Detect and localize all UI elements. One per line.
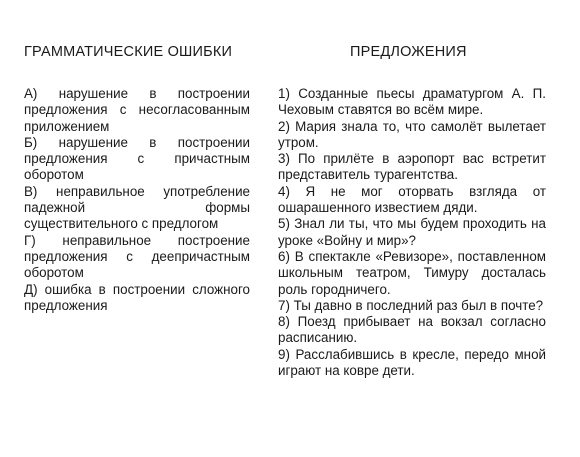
sentence-item-6: 6) В спектакле «Ревизоре», поставленном школьным театром, Тимуру досталась роль городничего. xyxy=(278,248,546,297)
error-item-g: Г) неправильное построение предложения с деепричастным оборотом xyxy=(24,232,250,281)
sentence-item-5: 5) Знал ли ты, что мы будем проходить на уроке «Войну и мир»? xyxy=(278,216,546,248)
error-item-d: Д) ошибка в построении сложного предложения xyxy=(24,281,250,313)
error-item-b: Б) нарушение в построении предложения с причастным оборотом xyxy=(24,134,250,183)
errors-list xyxy=(24,86,250,314)
errors-column-title: ГРАММАТИЧЕСКИЕ ОШИБКИ xyxy=(24,44,233,60)
sentence-item-9: 9) Расслабившись в кресле, передо мной играют на ковре дети. xyxy=(278,346,546,379)
sentence-item-3: 3) По прилёте в аэропорт вас встретит представитель турагентства. xyxy=(278,151,546,183)
error-item-v: В) неправильное употребление падежной формы существительного с предлогом xyxy=(24,183,250,232)
sentences-column-title: ПРЕДЛОЖЕНИЯ xyxy=(350,44,467,60)
sentence-item-7: 7) Ты давно в последний раз был в почте? xyxy=(278,297,544,313)
sentence-item-2: 2) Мария знала то, что самолёт вылетает утром. xyxy=(278,118,546,150)
sentence-item-4: 4) Я не мог оторвать взгляда от ошарашенного известием дяди. xyxy=(278,183,546,216)
sentences-list xyxy=(278,86,546,379)
sentence-item-8: 8) Поезд прибывает на вокзал согласно расписанию. xyxy=(278,314,546,346)
sentence-item-1: 1) Созданные пьесы драматургом А. П. Чеховым ставятся во всём мире. xyxy=(278,86,546,118)
error-item-a: А) нарушение в построении предложения с несогласованным приложением xyxy=(24,86,250,134)
